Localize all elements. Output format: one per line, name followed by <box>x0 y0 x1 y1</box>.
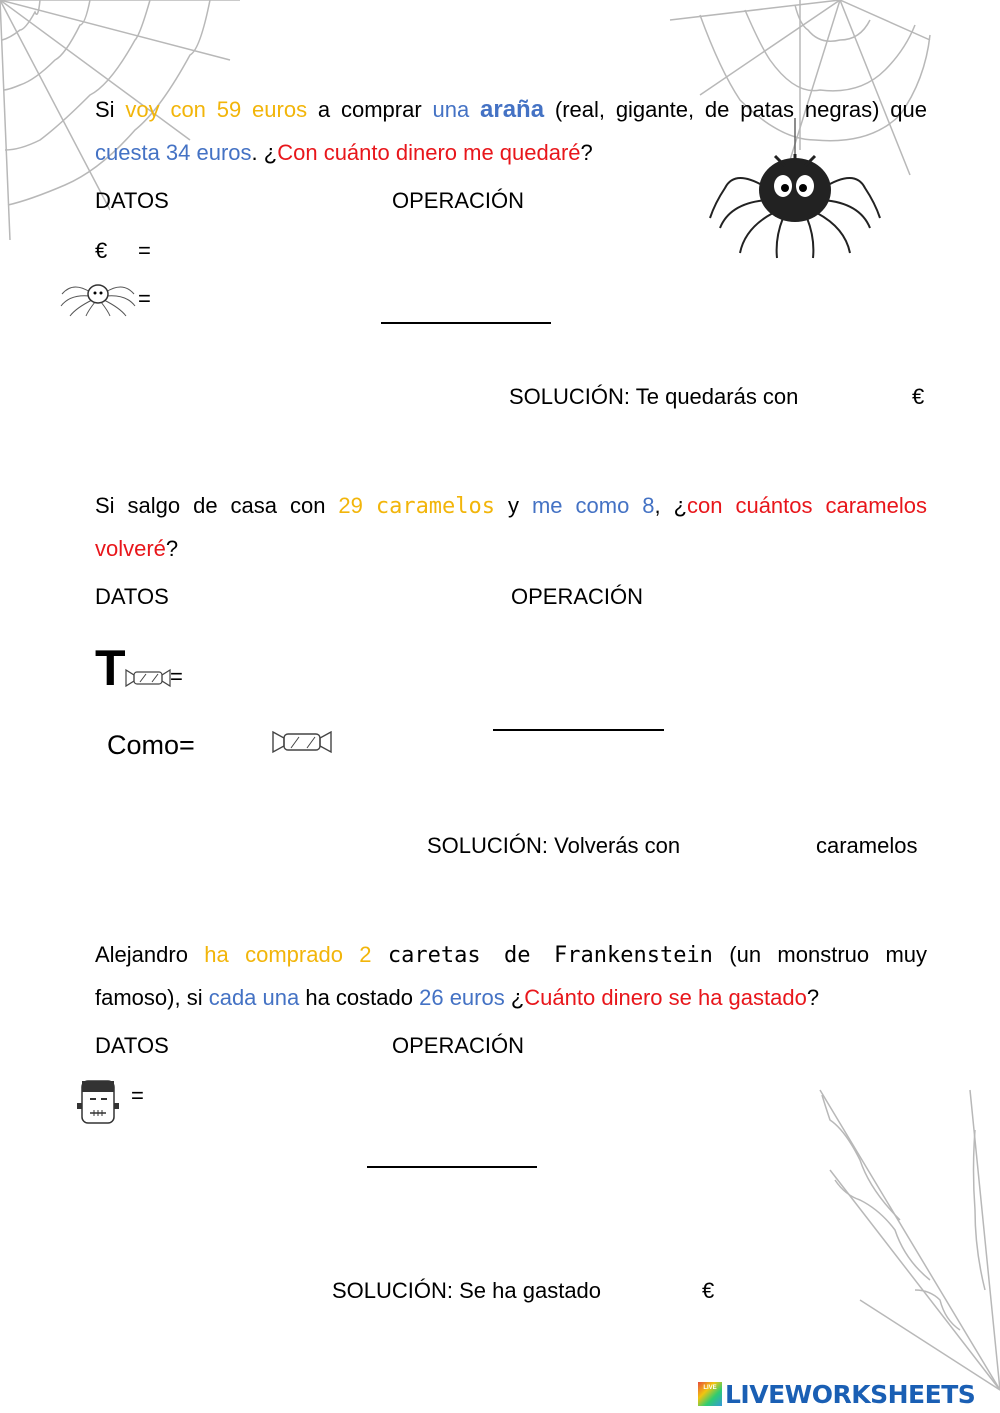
problem3-solution-label: SOLUCIÓN: Se ha gastado <box>332 1278 602 1303</box>
problem3-solution-unit: € <box>702 1278 715 1303</box>
problem3-equals: = <box>131 1083 144 1108</box>
problem2-statement-line2: volveré? <box>95 536 179 561</box>
problem1-euro-symbol: € <box>95 238 108 263</box>
problem2-operation-line <box>493 729 664 731</box>
problem1-operacion-label: OPERACIÓN <box>392 188 525 213</box>
problem2-tengo-letter: T <box>95 640 126 696</box>
problem2-solution-label: SOLUCIÓN: Volverás con <box>427 833 681 858</box>
problem2-datos-label: DATOS <box>95 584 169 609</box>
candy-icon <box>124 667 172 689</box>
candy-icon-2 <box>271 729 333 755</box>
problem3-statement-line1: Alejandro ha comprado 2 caretas de Frankenstein (un monstruo muy <box>95 942 928 968</box>
arana-word: araña <box>480 96 545 123</box>
frankenstein-icon <box>76 1077 120 1129</box>
liveworksheets-badge-icon: LIVE <box>698 1382 722 1406</box>
small-spider-icon <box>58 276 138 316</box>
problem1-operation-line <box>381 322 551 324</box>
liveworksheets-logo <box>698 1377 975 1411</box>
problem2-como-label: Como= <box>107 730 195 760</box>
problem2-tengo-equals: = <box>170 664 183 689</box>
problem1-datos-label: DATOS <box>95 188 169 213</box>
problem2-statement-line1: Si salgo de casa con 29 caramelos y me como 8, ¿con cuántos caramelos <box>95 493 927 519</box>
problem1-spider-equals: = <box>138 286 151 311</box>
problem2-operacion-label: OPERACIÓN <box>511 584 644 609</box>
problem1-euro-equals: = <box>138 238 151 263</box>
caretas-frankenstein-words: caretas de Frankenstein <box>387 943 713 968</box>
problem2-solution-unit: caramelos <box>816 833 918 858</box>
problem3-datos-label: DATOS <box>95 1033 169 1058</box>
problem1-solution-unit: € <box>912 384 925 409</box>
liveworksheets-text: LIVEWORKSHEETS <box>725 1379 976 1409</box>
problem3-statement-line2: famoso), si cada una ha costado 26 euros ¿Cuánto dinero se ha gastado? <box>95 985 820 1010</box>
spider-icon <box>705 118 885 258</box>
problem3-operation-line <box>367 1166 537 1168</box>
problem3-operacion-label: OPERACIÓN <box>392 1033 525 1058</box>
problem1-statement-line2: cuesta 34 euros. ¿Con cuánto dinero me quedaré? <box>95 140 593 165</box>
problem1-solution-label: SOLUCIÓN: Te quedarás con <box>509 384 799 409</box>
caramelos-word: caramelos <box>375 494 496 519</box>
problem1-statement-line1: Si voy con 59 euros a comprar una araña (real, gigante, de patas negras) que <box>95 96 927 123</box>
